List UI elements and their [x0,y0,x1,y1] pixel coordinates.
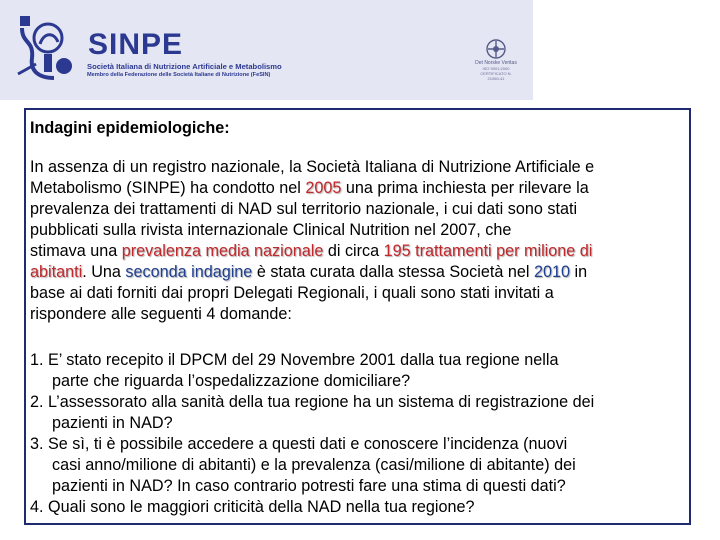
question-item: 2. L’assessorato alla sanità della tua regione ha un sistema di registrazione dei pazienti in NAD? [30,393,595,432]
text-line: prevalenza dei trattamenti di NAD sul territorio nazionale, i cui dati sono stati [30,200,578,218]
highlight-treatments: 195 trattamenti per milione di [383,242,593,260]
text-line: Metabolismo (SINPE) ha condotto nel 2005 una prima inchiesta per rilevare la [30,179,589,197]
question-item: 4. Quali sono le maggiori criticità della NAD nella tua regione? [30,498,475,516]
certification-line-1: ISO 9001:2000 [482,66,510,71]
quality-certification-mark [470,38,522,88]
section-title: Indagini epidemiologiche: [30,119,230,137]
highlight-second-survey: seconda indagine [125,263,253,281]
question-item: 1. E’ stato recepito il DPCM del 29 Novembre 2001 dalla tua regione nella parte che riguarda l’ospedalizzazione domiciliare? [30,351,559,390]
question-item: 3. Se sì, ti è possibile accedere a questi dati e conoscere l’incidenza (nuovi casi anno/milione di abitanti) e la prevalenza (casi/milione di abitante) dei pazienti in NAD? In caso contrario potresti fare una stima di questi dati? [30,435,576,495]
text-line: stimava una prevalenza media nazionale di circa 195 trattamenti per milione di [30,242,593,260]
certification-line-2: CERTIFICATO N. [480,71,512,76]
text-line: In assenza di un registro nazionale, la Società Italiana di Nutrizione Artificiale e [30,158,595,176]
highlight-year-2005: 2005 [305,179,342,197]
sinpe-emblem-logo [14,14,82,82]
certifier-name: Det Norske Veritas [475,60,517,66]
highlight-year-2010: 2010 [533,263,570,281]
society-name: Società Italiana di Nutrizione Artificiale e Metabolismo [87,62,282,71]
certification-seal-icon [485,38,507,60]
highlight-inhabitants: abitanti [30,263,83,281]
highlight-prevalence: prevalenza media nazionale [121,242,324,260]
text-line: base ai dati forniti dai propri Delegati Regionali, i quali sono stati invitati a [30,284,554,302]
federation-member: Membro della Federazione delle Società Italiane di Nutrizione (FeSIN) [87,72,271,78]
text-line: abitanti. Una seconda indagine è stata curata dalla stessa Società nel 2010 in [30,263,588,281]
content-box [24,108,691,525]
question-list [30,350,680,518]
text-line: pubblicati sulla rivista internazionale Clinical Nutrition nel 2007, che [30,221,512,239]
intro-paragraph [30,157,670,325]
header-banner [0,0,533,100]
certification-line-3: 21060-41 [487,76,505,81]
text-line: rispondere alle seguenti 4 domande: [30,305,292,323]
brand-title: SINPE [88,28,184,61]
